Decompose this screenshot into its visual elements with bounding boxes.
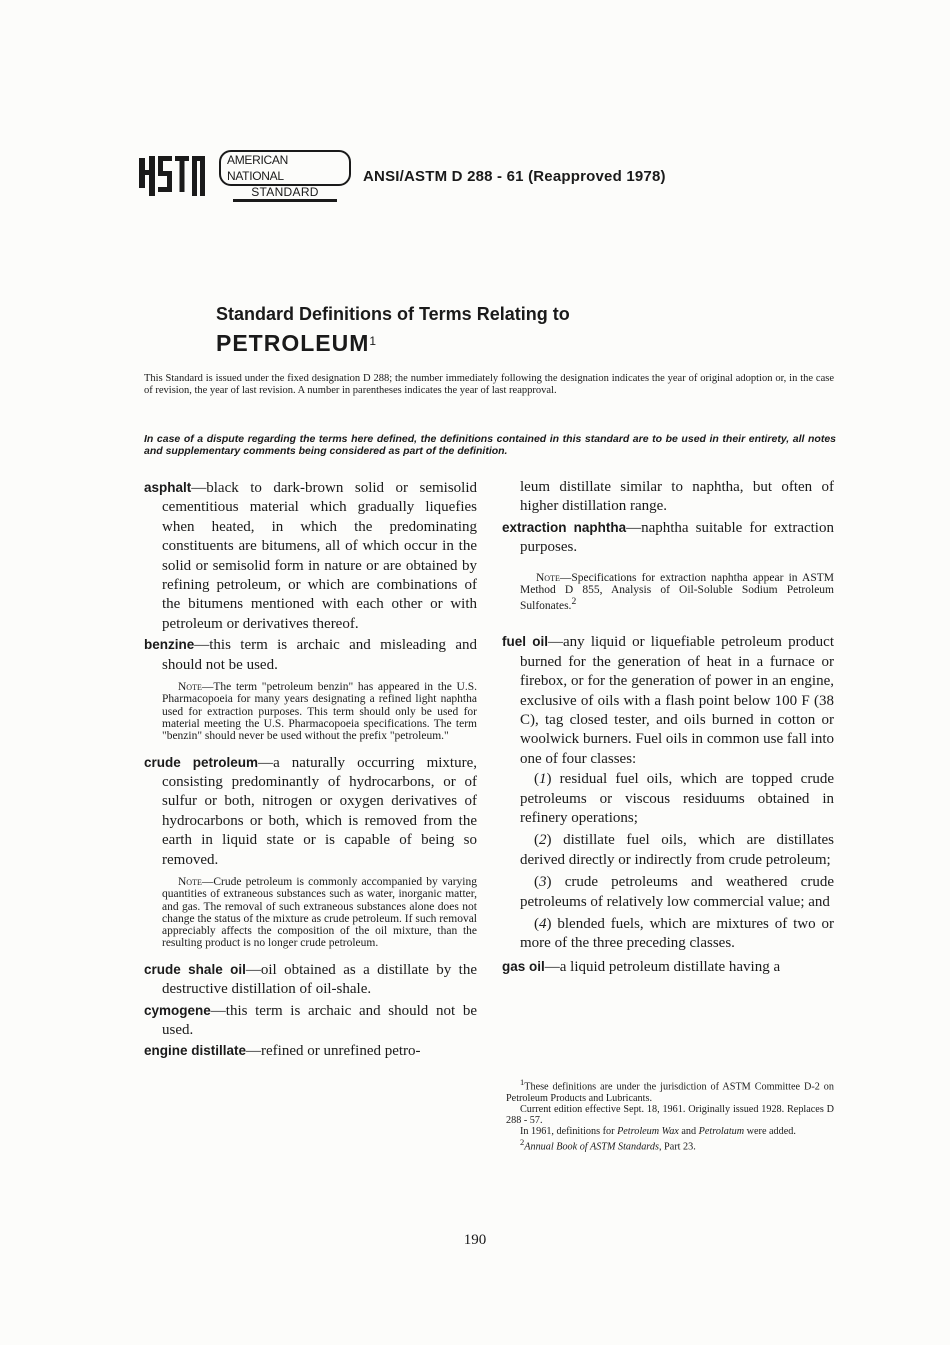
term: asphalt	[144, 480, 192, 495]
ansi-logo-bottom: STANDARD	[233, 185, 337, 202]
definition-crude-shale-oil	[144, 960, 477, 1000]
fuel-oil-classes	[502, 770, 834, 954]
definition-fuel-oil	[502, 632, 834, 769]
footnote-2-title: Annual Book of ASTM Standards	[524, 1141, 659, 1153]
term: crude petroleum	[144, 754, 259, 770]
class-number: 2	[539, 832, 547, 849]
definition-text: —black to dark-brown solid or semisolid cementitious material which gradually liquefies when heated, in which the predominating constituents are bitumens, all of which occur in the solid or semisolid form in nature or are obtained by refining petroleum, or which are combinations of the bitumens mentioned with each other or with petroleum or derivatives thereof.	[162, 480, 477, 632]
note-benzine	[144, 681, 477, 742]
term: fuel oil	[502, 634, 548, 650]
definition-text: —this term is archaic and misleading and should not be used.	[162, 637, 477, 673]
class-number: 3	[539, 874, 547, 891]
note-footnote-ref: 2	[571, 596, 577, 608]
definition-benzine	[144, 635, 477, 675]
term: engine distillate	[144, 1043, 247, 1059]
definition-engine-distillate	[144, 1041, 477, 1061]
term: extraction naphtha	[502, 519, 627, 535]
note-label: Note	[178, 681, 202, 694]
fuel-oil-class-item: (2) distillate fuel oils, which are distillates derived directly or indirectly from crude petroleum;	[520, 832, 834, 868]
term: cymogene	[144, 1002, 211, 1018]
title-footnote-ref: 1	[369, 334, 377, 348]
title-line1: Standard Definitions of Terms Relating to	[216, 304, 570, 324]
definition-crude-petroleum	[144, 753, 477, 870]
fuel-oil-class-item: (3) crude petroleums and weathered crude petroleums of relatively low commercial value; and	[520, 874, 834, 910]
page-number: 190	[463, 1232, 487, 1248]
footnote-text: and	[678, 1126, 699, 1138]
issued-notice: This Standard is issued under the fixed designation D 288; the number immediately following the designation indicates the year of original adoption or, in the case of revision, the year of last revision. A number in parentheses indicates the year of last reapproval.	[144, 373, 834, 396]
footnote-1-text: These definitions are under the jurisdiction of ASTM Committee D-2 on Petroleum Products and Lubricants.	[506, 1081, 834, 1104]
footnote-text: In 1961, definitions for	[520, 1126, 618, 1138]
footnote-2-ref: 2	[520, 1137, 525, 1148]
footnote-italic: Petrolatum	[698, 1126, 745, 1138]
definition-text: —this term is archaic and should not be used.	[162, 1002, 477, 1038]
class-number: 1	[539, 771, 547, 788]
definition-asphalt	[144, 478, 477, 634]
definition-text: —naphtha suitable for extraction purposes.	[520, 519, 834, 556]
left-column	[144, 478, 477, 1063]
class-text: crude petroleums and weathered crude petroleums of relatively low commercial value; and	[520, 874, 834, 910]
note-text: —Crude petroleum is commonly accompanied by varying quantities of extraneous substances such as water, inorganic matter, and gas. The removal of such extraneous substances alone does not change the status of the mixture as crude petroleum. If such removal appreciably affects the composition of the oil mixture, than the resulting product is no longer crude petroleum.	[162, 875, 477, 950]
footnotes	[506, 1077, 834, 1153]
class-text: blended fuels, which are mixtures of two or more of the three preceding classes.	[520, 916, 834, 952]
note-extraction-naphtha	[502, 572, 834, 613]
definition-text: —oil obtained as a distillate by the destructive distillation of oil-shale.	[162, 961, 477, 998]
ansi-logo-top: AMERICAN NATIONAL	[219, 150, 351, 186]
note-text: —The term "petroleum benzin" has appeared in the U.S. Pharmacopoeia for many years designating a refined light naphtha used for extraction purposes. This term should only be used for material meeting the U.S. Pharmacopoeia specifications. The term "benzin" should never be used without the prefix "petroleum."	[162, 681, 477, 743]
footnote-1-edition: Current edition effective Sept. 18, 1961. Originally issued 1928. Replaces D 288 - 57.	[506, 1103, 834, 1126]
fuel-oil-class-item: (1) residual fuel oils, which are topped crude petroleums or viscous residuums obtained in refinery operations;	[520, 771, 834, 826]
title-line2	[216, 328, 856, 358]
astm-logo-icon	[137, 152, 205, 200]
definition-gas-oil	[502, 957, 834, 977]
note-label: Note	[536, 571, 560, 584]
right-column	[502, 478, 834, 978]
document-header	[137, 150, 666, 202]
definition-text: —a naturally occurring mixture, consisting predominantly of hydrocarbons, or of sulfur or both, nitrogen or oxygen derivatives of hydrocarbons or both, which is removed from the earth in liquid state or is capable of being so removed.	[162, 754, 477, 868]
fuel-oil-class-item: (4) blended fuels, which are mixtures of two or more of the three preceding classes.	[520, 916, 834, 952]
term: benzine	[144, 637, 195, 653]
standard-designation: ANSI/ASTM D 288 - 61 (Reapproved 1978)	[363, 167, 666, 185]
definition-text: —refined or unrefined petro-	[246, 1043, 421, 1060]
note-label: Note	[178, 875, 202, 888]
footnote-italic: Petroleum Wax	[617, 1126, 679, 1138]
class-text: residual fuel oils, which are topped crude petroleums or viscous residuums obtained in refinery operations;	[520, 771, 834, 826]
term: gas oil	[502, 958, 545, 974]
title-main: PETROLEUM	[216, 330, 370, 356]
footnote-text: were added.	[744, 1126, 796, 1138]
term: crude shale oil	[144, 961, 246, 977]
class-text: distillate fuel oils, which are distillates derived directly or indirectly from crude petroleum;	[520, 832, 834, 868]
title-block	[216, 302, 856, 358]
definition-cymogene	[144, 1001, 477, 1041]
footnote-1-ref: 1	[520, 1077, 525, 1087]
dispute-notice: In case of a dispute regarding the terms here defined, the definitions contained in this standard are to be used in their entirety, all notes and supplementary comments being considered as part of the definition.	[144, 433, 836, 457]
definition-text: —any liquid or liquefiable petroleum product burned for the generation of heat in a furnace or firebox, or for the generation of power in an engine, exclusive of oils with a flash point below 100 F (38 C), tag closed tester, and oils burned in cotton or woolwick burners. Fuel oils in common use fall into one of four classes:	[520, 634, 834, 767]
footnote-2-part: , Part 23.	[658, 1141, 696, 1153]
definition-engine-distillate-continued: leum distillate similar to naphtha, but often of higher distillation range.	[520, 479, 834, 515]
note-text: —Specifications for extraction naphtha appear in ASTM Method D 855, Analysis of Oil-Soluble Sodium Petroleum Sulfonates.	[520, 571, 834, 613]
ansi-logo	[219, 153, 351, 199]
astm-logo-lettering: ASTM	[137, 152, 140, 153]
definition-extraction-naphtha	[502, 518, 834, 558]
definition-text: —a liquid petroleum distillate having a	[544, 958, 781, 975]
footnote-1	[506, 1077, 834, 1104]
class-number: 4	[539, 916, 547, 933]
footnote-1-added	[506, 1126, 834, 1137]
footnote-2	[506, 1137, 834, 1153]
note-crude-petroleum	[144, 876, 477, 950]
